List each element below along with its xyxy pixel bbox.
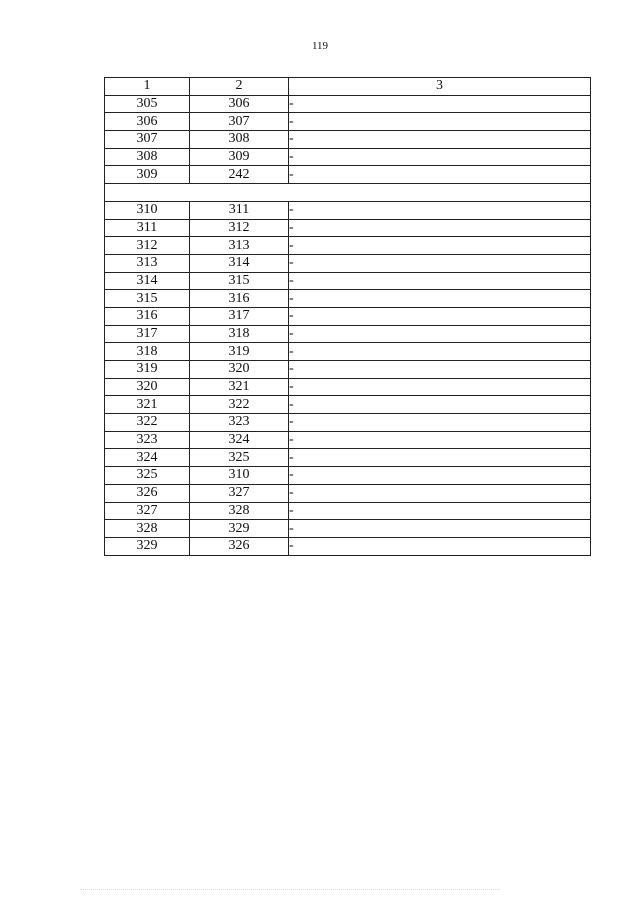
cell-col-2: 320: [190, 361, 289, 379]
cell-col-3: -: [289, 325, 591, 343]
separator-row: [105, 184, 591, 202]
cell-col-2: 308: [190, 131, 289, 149]
cell-col-2: 312: [190, 219, 289, 237]
cell-col-2: 321: [190, 378, 289, 396]
table-row: [105, 431, 591, 449]
cell-col-2: 322: [190, 396, 289, 414]
table-row: [105, 290, 591, 308]
cell-col-1: 329: [105, 537, 190, 555]
cell-col-3: -: [289, 449, 591, 467]
table-row: [105, 520, 591, 538]
cell-col-3: -: [289, 467, 591, 485]
cell-col-1: 313: [105, 254, 190, 272]
cell-col-1: 314: [105, 272, 190, 290]
cell-col-2: 327: [190, 484, 289, 502]
cell-col-3: -: [289, 484, 591, 502]
cell-col-2: 313: [190, 237, 289, 255]
cell-col-3: -: [289, 290, 591, 308]
cell-col-1: 307: [105, 131, 190, 149]
cell-col-1: 328: [105, 520, 190, 538]
cell-col-2: 315: [190, 272, 289, 290]
cell-col-1: 324: [105, 449, 190, 467]
cell-col-1: 318: [105, 343, 190, 361]
cell-col-3: -: [289, 272, 591, 290]
cell-col-2: 317: [190, 307, 289, 325]
cell-col-3: -: [289, 113, 591, 131]
table-row: [105, 272, 591, 290]
table-row: [105, 484, 591, 502]
cell-col-3: -: [289, 219, 591, 237]
header-col-2: 2: [190, 78, 289, 96]
cell-col-2: 314: [190, 254, 289, 272]
cell-col-2: 326: [190, 537, 289, 555]
cell-col-1: 315: [105, 290, 190, 308]
cell-col-3: -: [289, 502, 591, 520]
cell-col-2: 324: [190, 431, 289, 449]
cell-col-1: 312: [105, 237, 190, 255]
cell-col-2: 242: [190, 166, 289, 184]
cell-col-1: 310: [105, 201, 190, 219]
cell-col-3: -: [289, 237, 591, 255]
data-table: [104, 77, 591, 556]
table-row: [105, 325, 591, 343]
table-row: [105, 219, 591, 237]
table-row: [105, 414, 591, 432]
cell-col-1: 326: [105, 484, 190, 502]
table-row: [105, 537, 591, 555]
table-row: [105, 254, 591, 272]
cell-col-3: -: [289, 414, 591, 432]
table-row: [105, 131, 591, 149]
cell-col-3: -: [289, 201, 591, 219]
table-row: [105, 148, 591, 166]
table-row: [105, 237, 591, 255]
cell-col-1: 325: [105, 467, 190, 485]
cell-col-1: 327: [105, 502, 190, 520]
table-row: [105, 307, 591, 325]
cell-col-3: -: [289, 148, 591, 166]
cell-col-3: -: [289, 520, 591, 538]
header-row: [105, 78, 591, 96]
cell-col-2: 318: [190, 325, 289, 343]
cell-col-1: 321: [105, 396, 190, 414]
cell-col-3: -: [289, 361, 591, 379]
table-row: [105, 95, 591, 113]
cell-col-2: 309: [190, 148, 289, 166]
cell-col-3: -: [289, 166, 591, 184]
table-row: [105, 343, 591, 361]
table-row: [105, 361, 591, 379]
table-row: [105, 378, 591, 396]
table-row: [105, 449, 591, 467]
cell-col-2: 328: [190, 502, 289, 520]
cell-col-3: -: [289, 343, 591, 361]
cell-col-2: 316: [190, 290, 289, 308]
cell-col-2: 307: [190, 113, 289, 131]
table-row: [105, 396, 591, 414]
cell-col-2: 310: [190, 467, 289, 485]
table-body: [105, 95, 591, 555]
cell-col-1: 317: [105, 325, 190, 343]
cell-col-2: 311: [190, 201, 289, 219]
cell-col-3: -: [289, 254, 591, 272]
cell-col-2: 329: [190, 520, 289, 538]
page-number: 119: [311, 40, 329, 52]
cell-col-1: 308: [105, 148, 190, 166]
separator-cell: [105, 184, 591, 202]
cell-col-1: 306: [105, 113, 190, 131]
cell-col-1: 305: [105, 95, 190, 113]
table-row: [105, 201, 591, 219]
cell-col-2: 325: [190, 449, 289, 467]
cell-col-2: 319: [190, 343, 289, 361]
table-row: [105, 113, 591, 131]
header-col-1: 1: [105, 78, 190, 96]
cell-col-3: -: [289, 307, 591, 325]
cell-col-2: 323: [190, 414, 289, 432]
scan-artifact: [80, 889, 500, 896]
cell-col-1: 309: [105, 166, 190, 184]
cell-col-1: 316: [105, 307, 190, 325]
cell-col-2: 306: [190, 95, 289, 113]
cell-col-3: -: [289, 537, 591, 555]
cell-col-1: 320: [105, 378, 190, 396]
cell-col-3: -: [289, 396, 591, 414]
cell-col-1: 322: [105, 414, 190, 432]
cell-col-1: 311: [105, 219, 190, 237]
table-row: [105, 166, 591, 184]
table-row: [105, 502, 591, 520]
cell-col-1: 319: [105, 361, 190, 379]
cell-col-1: 323: [105, 431, 190, 449]
cell-col-3: -: [289, 378, 591, 396]
table-header: [105, 78, 591, 96]
cell-col-3: -: [289, 431, 591, 449]
table-row: [105, 467, 591, 485]
cell-col-3: -: [289, 95, 591, 113]
header-col-3: 3: [289, 78, 591, 96]
cell-col-3: -: [289, 131, 591, 149]
